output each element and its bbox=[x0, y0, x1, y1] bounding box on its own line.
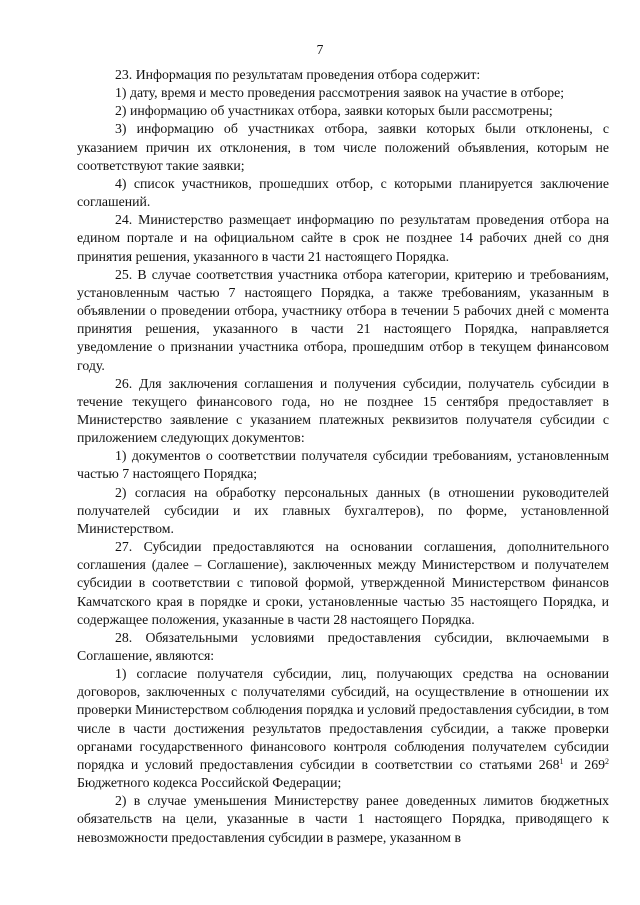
footnote-superscript: 2 bbox=[605, 756, 609, 766]
paragraph-text: 28. Обязательными условиями предоставления субсидии, включаемыми в Соглашение, являются: bbox=[77, 629, 609, 663]
paragraph-p26 bbox=[77, 375, 609, 448]
paragraph-text: 2) информацию об участниках отбора, заявки которых были рассмотрены; bbox=[115, 103, 553, 119]
page-number: 7 bbox=[316, 42, 324, 57]
paragraph-p26-2 bbox=[77, 484, 609, 538]
paragraph-text: 1) дату, время и место проведения рассмотрения заявок на участие в отборе; bbox=[115, 85, 565, 101]
paragraph-text: 24. Министерство размещает информацию по результатам проведения отбора на едином портале и на официальном сайте в срок не позднее 14 рабочих дней со дня принятия решения, указанного в части 21 настоящего Порядка. bbox=[77, 212, 609, 264]
paragraph-p28-1 bbox=[77, 665, 609, 792]
paragraph-text: 26. Для заключения соглашения и получения субсидии, получатель субсидии в течение текущего финансового года, но не позднее 15 сентября предоставляет в Министерство заявление с указанием платежных реквизитов получателя субсидии с приложением следующих документов: bbox=[77, 375, 609, 446]
paragraph-text: 4) список участников, прошедших отбор, с которыми планируется заключение соглашений. bbox=[77, 175, 609, 210]
paragraph-text: 2) в случае уменьшения Министерству ранее доведенных лимитов бюджетных обязательств на цели, указанные в части 1 настоящего Порядка, приводящего к невозможности предоставления субсидии в размере, указанном в bbox=[77, 793, 609, 845]
paragraph-text: 3) информацию об участниках отбора, заявки которых были отклонены, с указанием причин их отклонения, в том числе положений объявления, которым не соответствуют такие заявки; bbox=[77, 121, 609, 173]
paragraph-text: 1) согласие получателя субсидии, лиц, получающих средства на основании договоров, заключенных с получателями субсидий, на осуществление в отношении их проверки Министерством соблюдения порядка и условий предоставления субсидии, в том числе в части достижения результатов предоставления субсидии, а также проверки органами государственного финансового контроля соблюдения получателем субсидии порядка и условий предоставления субсидии в соответствии со статьями 268 bbox=[77, 666, 609, 772]
paragraph-text: 27. Субсидии предоставляются на основании соглашения, дополнительного соглашения (далее – Соглашение), заключенных между Министерством и получателем субсидии в соответствии с типовой формой, утвержденной Министерством финансов Камчатского края в порядке и сроки, установленные частью 35 настоящего Порядка, и содержащее положения, указанные в части 28 настоящего Порядка. bbox=[77, 539, 609, 627]
paragraph-text: 2) согласия на обработку персональных данных (в отношении руководителей получателей субсидии и их главных бухгалтеров), по форме, установленной Министерством. bbox=[77, 484, 609, 536]
paragraph-p23-1 bbox=[77, 84, 609, 102]
paragraph-p23-2 bbox=[77, 102, 609, 120]
paragraph-p28-2 bbox=[77, 792, 609, 846]
paragraph-text: 23. Информация по результатам проведения отбора содержит: bbox=[115, 67, 481, 82]
document-body bbox=[77, 66, 609, 847]
paragraph-p23 bbox=[77, 66, 609, 84]
footnote-superscript: 1 bbox=[559, 756, 564, 766]
paragraph-p25 bbox=[77, 266, 609, 375]
paragraph-p24 bbox=[77, 211, 609, 265]
paragraph-text: 1) документов о соответствии получателя субсидии требованиям, установленным частью 7 настоящего Порядка; bbox=[77, 448, 609, 482]
paragraph-text: Бюджетного кодекса Российской Федерации; bbox=[77, 775, 342, 791]
paragraph-p27 bbox=[77, 538, 609, 629]
paragraph-p26-1 bbox=[77, 447, 609, 483]
paragraph-p28 bbox=[77, 629, 609, 665]
paragraph-text: 25. В случае соответствия участника отбора категории, критерию и требованиям, установленным частью 7 настоящего Порядка, а также требованиям, указанным в объявлении о проведении отбора, участнику отбора в течении 5 рабочих дней с момента принятия решения, указанного в части 21 настоящего Порядка, направляется уведомление о признании участника отбора, прошедшим отбор в текущем финансовом году. bbox=[77, 266, 609, 373]
paragraph-text: и 269 bbox=[563, 756, 605, 772]
paragraph-p23-3 bbox=[77, 120, 609, 174]
paragraph-p23-4 bbox=[77, 175, 609, 211]
